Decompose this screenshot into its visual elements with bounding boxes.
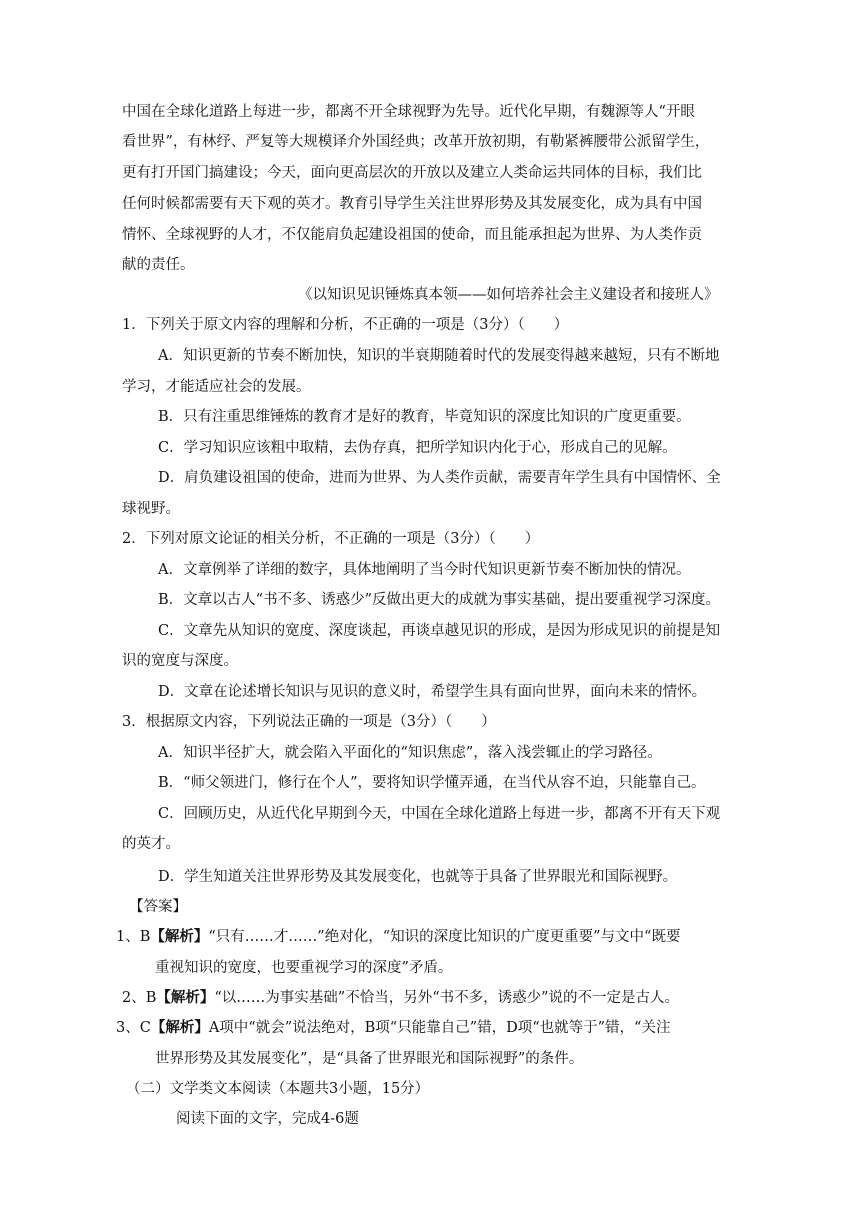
answer-1-cont: 重视知识的宽度，也要重视学习的深度”矛盾。 [155, 960, 453, 976]
option-1b: B．只有注重思维锤炼的教育才是好的教育，毕竟知识的深度比知识的广度更重要。 [158, 409, 691, 425]
question-3: 3．根据原文内容，下列说法正确的一项是（3分）（ ） [122, 714, 496, 730]
option-2d: D．文章在论述增长知识与见识的意义时，希望学生具有面向世界，面向未来的情怀。 [158, 684, 707, 700]
option-1d: D．肩负建设祖国的使命，进而为世界、为人类作贡献，需要青年学生具有中国情怀、全 [158, 470, 721, 486]
option-3a: A．知识半径扩大，就会陷入平面化的“知识焦虑”，落入浅尝辄止的学习路径。 [158, 745, 662, 761]
option-2c: C．文章先从知识的宽度、深度谈起，再谈卓越见识的形成，是因为形成见识的前提是知 [158, 623, 721, 639]
answer-3-cont: 世界形势及其发展变化”，是“具备了世界眼光和国际视野”的条件。 [155, 1051, 584, 1067]
answer-2-number: 2、B [122, 990, 157, 1006]
analysis-tag: 【解析】 [150, 1019, 209, 1036]
question-1: 1．下列关于原文内容的理解和分析，不正确的一项是（3分）（ ） [122, 317, 569, 333]
passage-line: 中国在全球化道路上每进一步，都离不开全球视野为先导。近代化早期，有魏源等人“开眼 [122, 104, 695, 120]
answer-heading: 【答案】 [129, 899, 187, 915]
option-2a: A．文章例举了详细的数字，具体地阐明了当今时代知识更新节奏不断加快的情况。 [158, 562, 691, 578]
passage-line: 任何时候都需要有天下观的英才。教育引导学生关注世界形势及其发展变化，成为具有中国 [122, 196, 702, 212]
answer-1-number: 1、B [116, 929, 151, 945]
analysis-tag: 【解析】 [156, 989, 215, 1006]
analysis-tag: 【解析】 [150, 928, 209, 945]
answer-1 [116, 927, 680, 947]
option-3b: B．“师父领进门，修行在个人”，要将知识学懂弄通，在当代从容不迫，只能靠自己。 [158, 775, 706, 791]
option-3d: D．学生知道关注世界形势及其发展变化，也就等于具备了世界眼光和国际视野。 [158, 869, 678, 885]
option-3c: C．回顾历史，从近代化早期到今天，中国在全球化道路上每进一步，都离不开有天下观 [158, 806, 721, 822]
section-instruction: 阅读下面的文字，完成4-6题 [176, 1111, 359, 1127]
answer-1-text: “只有……才……”绝对化，“知识的深度比知识的广度更重要”与文中“既要 [208, 929, 681, 945]
passage-line: 更有打开国门搞建设；今天，面向更高层次的开放以及建立人类命运共同体的目标，我们比 [122, 165, 702, 181]
option-3c-cont: 的英才。 [122, 836, 180, 852]
answer-3-text: A项中“就会”说法绝对，B项“只能靠自己”错，D项“也就等于”错，“关注 [208, 1020, 671, 1036]
option-1c: C．学习知识应该粗中取精，去伪存真，把所学知识内化于心，形成自己的见解。 [158, 440, 677, 456]
source-citation: 《以知识见识锤炼真本领——如何培养社会主义建设者和接班人》 [298, 287, 719, 303]
answer-2-text: “以……为事实基础”不恰当，另外“书不多，诱惑少”说的不一定是古人。 [214, 990, 680, 1006]
option-2c-cont: 识的宽度与深度。 [122, 653, 238, 669]
answer-3 [116, 1018, 670, 1038]
answer-3-number: 3、C [116, 1020, 151, 1036]
option-1a-cont: 学习，才能适应社会的发展。 [122, 379, 311, 395]
option-1d-cont: 球视野。 [122, 501, 180, 517]
answer-2 [122, 988, 679, 1008]
passage-line: 献的责任。 [122, 257, 195, 273]
passage-line: 情怀、全球视野的人才，不仅能肩负起建设祖国的使命，而且能承担起为世界、为人类作贡 [122, 227, 702, 243]
question-2: 2．下列对原文论证的相关分析，不正确的一项是（3分）（ ） [122, 531, 540, 547]
section-heading: （二）文学类文本阅读（本题共3小题，15分） [126, 1081, 430, 1097]
option-1a: A．知识更新的节奏不断加快，知识的半衰期随着时代的发展变得越来越短，只有不断地 [158, 348, 720, 364]
passage-line: 看世界”，有林纾、严复等大规模译介外国经典；改革开放初期，有勒紧裤腰带公派留学生， [122, 134, 710, 150]
option-2b: B．文章以古人“书不多、诱惑少”反做出更大的成就为事实基础，提出要重视学习深度。 [158, 592, 720, 608]
